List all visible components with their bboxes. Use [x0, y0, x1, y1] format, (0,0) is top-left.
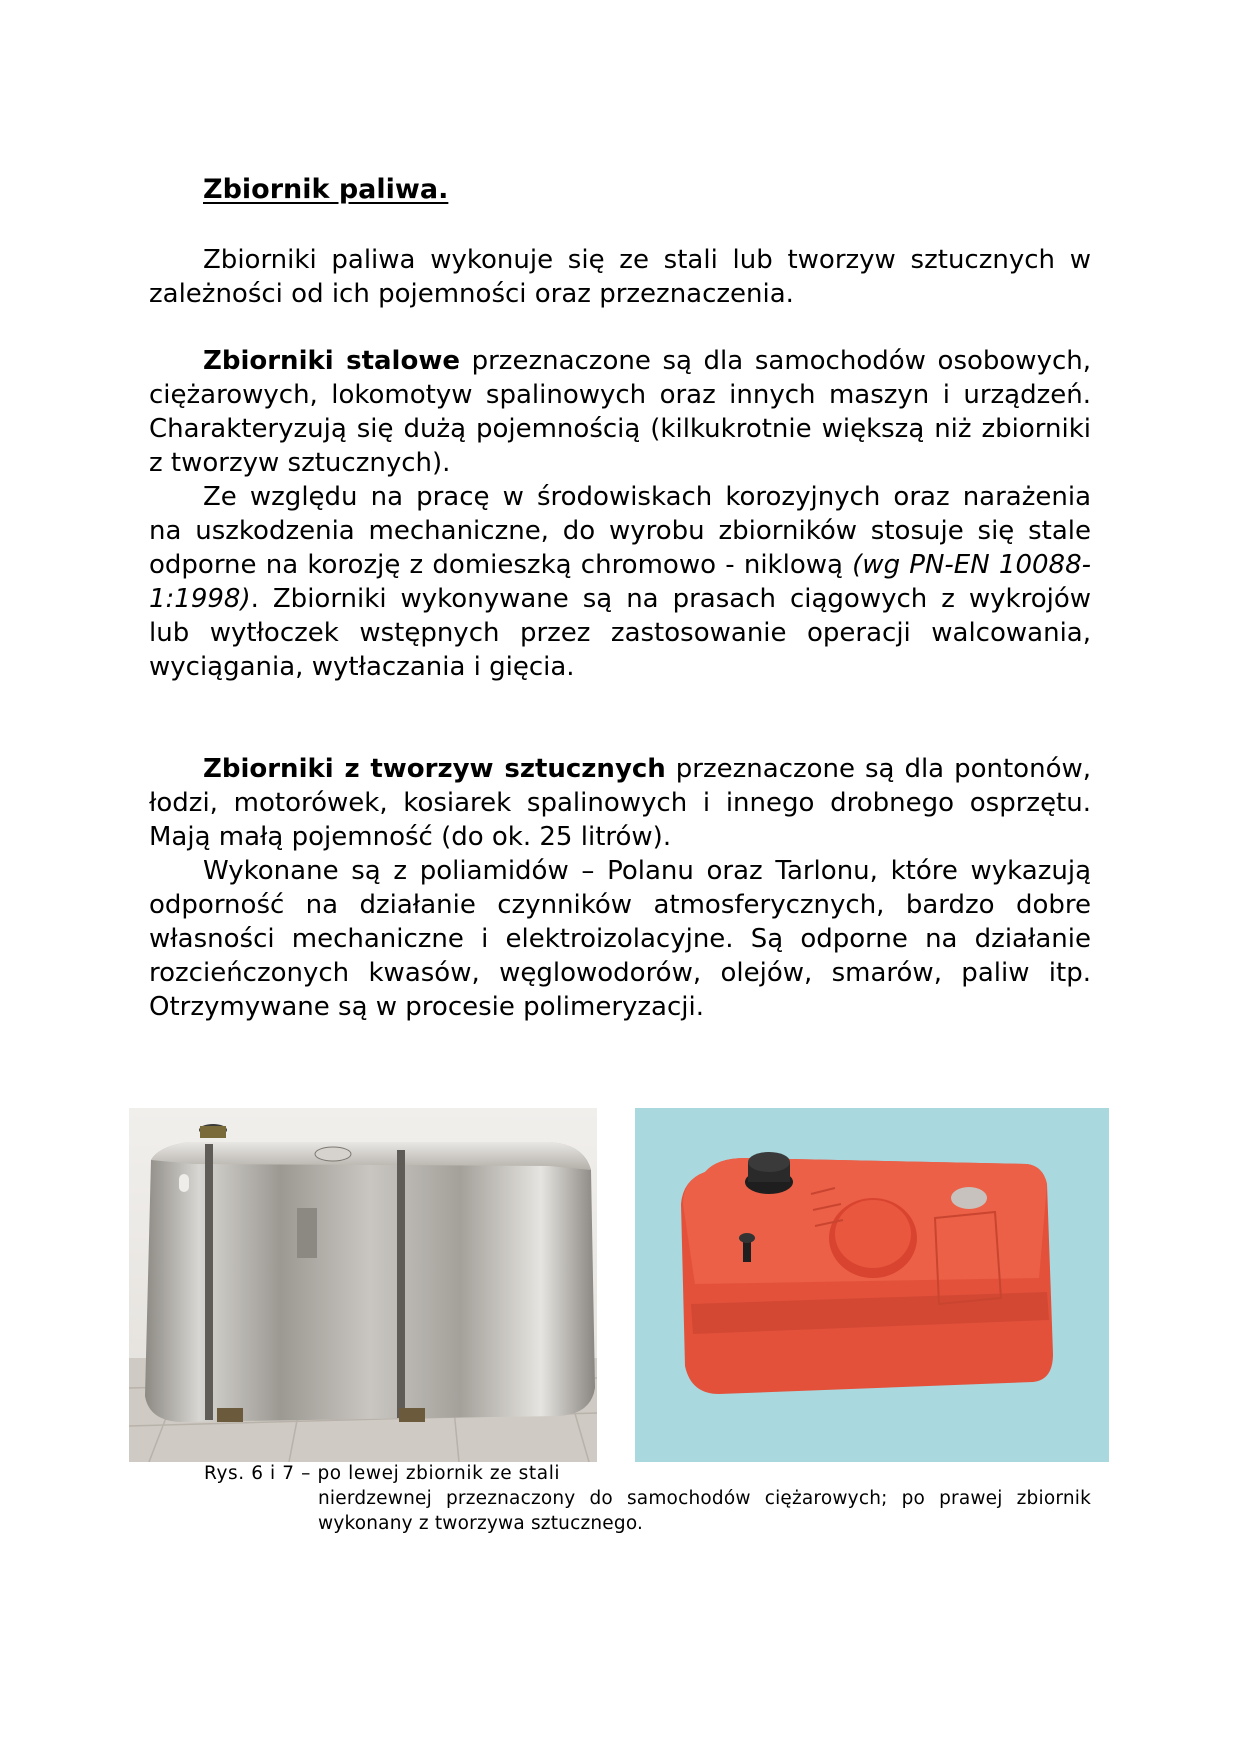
- figure-caption-line1: Rys. 6 i 7 – po lewej zbiornik ze stali: [204, 1463, 561, 1484]
- figure-caption-line2: nierdzewnej przeznaczony do samochodów ciężarowych; po prawej zbiornik wykonany z tworzywa sztucznego.: [318, 1488, 1091, 1534]
- steel-materials-text-2: . Zbiorniki wykonywane są na prasach ciągowych z wykrojów lub wytłoczek wstępnych przez zastosowanie operacji walcowania, wyciągania, wytłaczania i gięcia.: [149, 584, 1091, 682]
- paragraph-polyamides: Wykonane są z poliamidów – Polanu oraz Tarlonu, które wykazują odporność na działanie czynników atmosferycznych, bardzo dobre własności mechaniczne i elektroizolacyjne. Są odporne na działanie rozcieńczonych kwasów, węglowodorów, olejów, smarów, paliw itp. Otrzymywane są w procesie polimeryzacji.: [149, 856, 1091, 1022]
- paragraph-steel-tanks: [149, 344, 1091, 480]
- paragraph-intro: Zbiorniki paliwa wykonuje się ze stali lub tworzyw sztucznych w zależności od ich pojemności oraz przeznaczenia.: [149, 245, 1091, 309]
- paragraph-steel-materials: [149, 480, 1091, 684]
- steel-tanks-term: Zbiorniki stalowe: [203, 346, 460, 376]
- steel-tank-photo: [129, 1108, 597, 1462]
- steel-materials-text-1: Ze względu na pracę w środowiskach korozyjnych oraz narażenia na uszkodzenia mechaniczne, do wyrobu zbiorników stosuje się stale odporne na korozję z domieszką chromowo - niklową: [149, 482, 1091, 580]
- plastic-tanks-text: przeznaczone są dla pontonów, łodzi, motorówek, kosiarek spalinowych i innego drobnego osprzętu. Mają małą pojemność (do ok. 25 litrów).: [149, 754, 1091, 852]
- steel-tank-illustration: [129, 1108, 597, 1462]
- plastic-tank-illustration: [635, 1108, 1109, 1462]
- plastic-tanks-term: Zbiorniki z tworzyw sztucznych: [203, 754, 666, 784]
- standard-reference: (wg PN-EN 10088-1:1998): [149, 550, 1092, 614]
- steel-tanks-text: przeznaczone są dla samochodów osobowych, ciężarowych, lokomotyw spalinowych oraz innych maszyn i urządzeń. Charakteryzują się dużą pojemnością (kilkukrotnie większą niż zbiorniki z tworzyw sztucznych).: [149, 346, 1091, 478]
- plastic-tank-photo: [635, 1108, 1109, 1462]
- page-title: Zbiornik paliwa.: [203, 174, 449, 205]
- paragraph-plastic-tanks: [149, 752, 1091, 854]
